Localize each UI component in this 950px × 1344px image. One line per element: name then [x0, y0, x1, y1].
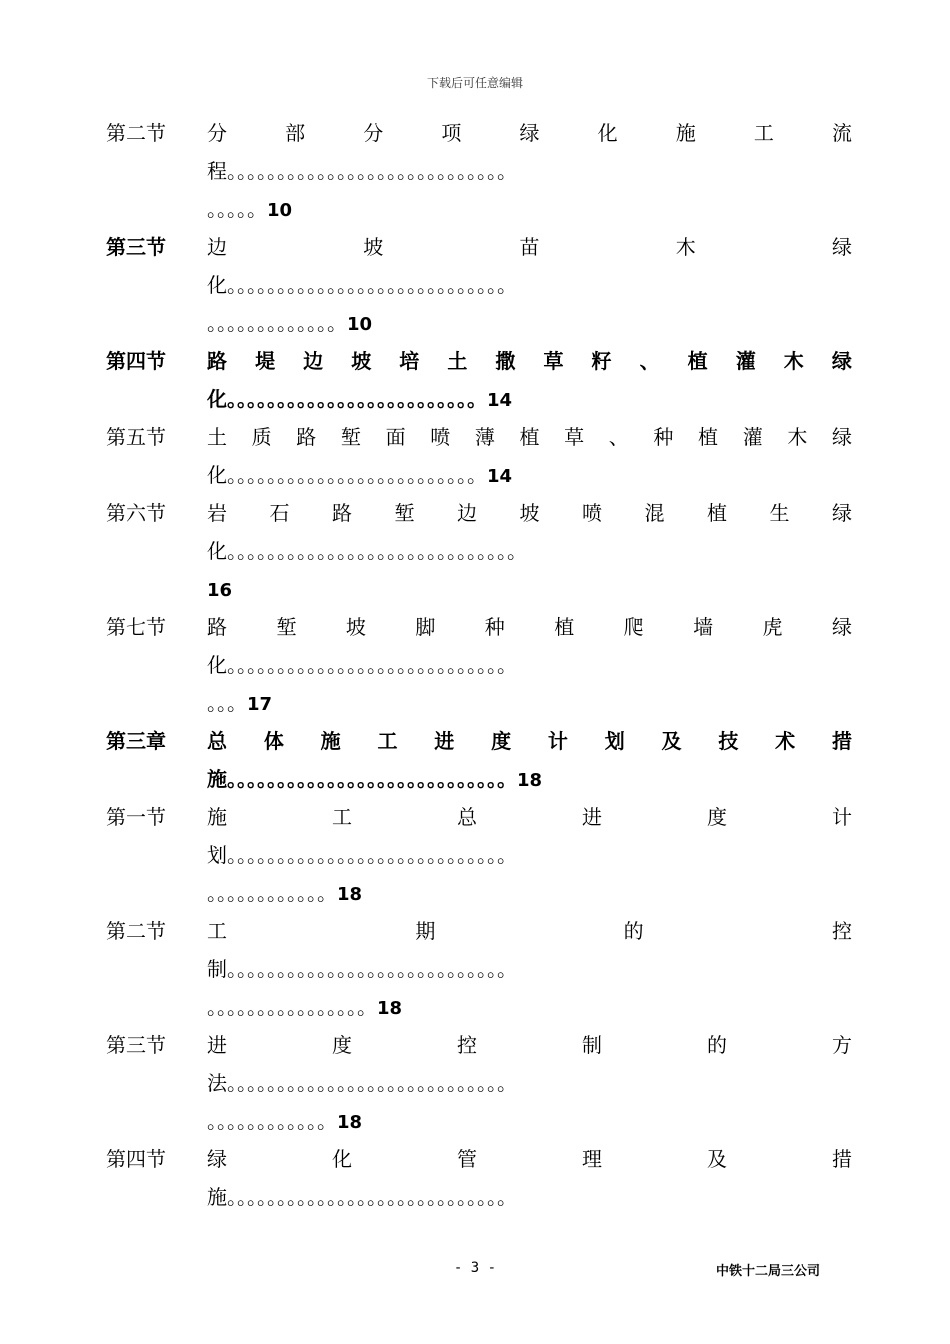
title-char: 灌	[735, 349, 756, 373]
title-char: 计	[832, 805, 852, 829]
toc-entry-label: 第二节	[106, 121, 166, 145]
title-char: 制	[582, 1033, 602, 1057]
toc-entry-content	[207, 722, 852, 798]
title-char: 工	[332, 805, 352, 829]
title-char: 工	[207, 919, 227, 943]
toc-entry-label: 第四节	[106, 349, 166, 373]
title-char: 岩	[207, 501, 227, 525]
toc-entry-leader: 化。。。。。。。。。。。。。。。。。。。。。。。。。。。。	[207, 273, 517, 297]
toc-entry-title	[207, 722, 852, 760]
toc-entry	[106, 114, 852, 228]
toc-entry-content	[207, 1140, 852, 1216]
title-char: 喷	[430, 425, 451, 449]
title-char: 控	[457, 1033, 477, 1057]
toc-entry-title	[207, 798, 852, 836]
toc-entry	[106, 342, 852, 418]
title-char: 项	[441, 121, 462, 145]
title-char: 施	[320, 729, 341, 753]
title-char: 流	[832, 121, 852, 145]
title-char: 堤	[255, 349, 276, 373]
toc-page-number: 17	[247, 694, 273, 715]
title-char: 堑	[340, 425, 361, 449]
toc-entry-label: 第六节	[106, 501, 166, 525]
title-char: 、	[639, 349, 660, 373]
title-char: 种	[653, 425, 674, 449]
title-char: 管	[457, 1147, 477, 1171]
toc-page-number: 18	[337, 1112, 363, 1133]
toc-entry	[106, 494, 852, 608]
toc-page-number: 16	[207, 580, 233, 601]
title-char: 理	[582, 1147, 602, 1171]
title-char: 土	[207, 425, 227, 449]
title-char: 喷	[582, 501, 602, 525]
title-char: 技	[718, 729, 739, 753]
title-char: 薄	[474, 425, 495, 449]
title-char: 及	[661, 729, 682, 753]
toc-entry-label: 第七节	[106, 615, 166, 639]
toc-entry-title	[207, 608, 852, 646]
title-char: 绿	[519, 121, 540, 145]
title-char: 期	[415, 919, 436, 943]
toc-page-number: 18	[337, 884, 363, 905]
title-char: 绿	[831, 349, 852, 373]
toc-entry-leader: 。。。。。。。。。。。。。。。。18	[207, 995, 403, 1019]
toc-entry-leader: 法。。。。。。。。。。。。。。。。。。。。。。。。。。。。	[207, 1071, 517, 1095]
title-char: 进	[434, 729, 455, 753]
toc-entry-title	[207, 1140, 852, 1178]
toc-entry-leader: 程。。。。。。。。。。。。。。。。。。。。。。。。。。。。	[207, 159, 517, 183]
title-char: 墙	[693, 615, 714, 639]
title-char: 脚	[415, 615, 436, 639]
toc-entry-leader: 制。。。。。。。。。。。。。。。。。。。。。。。。。。。。	[207, 957, 517, 981]
title-char: 混	[644, 501, 665, 525]
title-char: 工	[377, 729, 398, 753]
toc-entry-leader: 化。。。。。。。。。。。。。。。。。。。。。。。。。14	[207, 387, 513, 411]
toc-entry-label: 第二节	[106, 919, 166, 943]
toc-entry-label: 第四节	[106, 1147, 166, 1171]
toc-entry	[106, 1140, 852, 1216]
title-char: 坡	[363, 235, 384, 259]
toc-entry-content	[207, 228, 852, 342]
title-char: 草	[543, 349, 564, 373]
toc-entry-label: 第三章	[106, 729, 166, 753]
toc-entry-label: 第一节	[106, 805, 166, 829]
title-char: 草	[564, 425, 585, 449]
title-char: 木	[675, 235, 696, 259]
title-char: 面	[385, 425, 406, 449]
title-char: 分	[207, 121, 227, 145]
toc-entry-leader: 化。。。。。。。。。。。。。。。。。。。。。。。。。14	[207, 463, 513, 487]
toc-entry-leader: 施。。。。。。。。。。。。。。。。。。。。。。。。。。。。	[207, 1185, 517, 1209]
page-header: 下载后可任意编辑	[426, 76, 523, 90]
toc-entry-content	[207, 114, 852, 228]
toc-entry	[106, 228, 852, 342]
title-char: 植	[519, 425, 540, 449]
title-char: 总	[457, 805, 477, 829]
toc-entry-title	[207, 114, 852, 152]
toc-entry-content	[207, 1026, 852, 1140]
title-char: 绿	[832, 235, 852, 259]
toc-entry-label: 第三节	[106, 235, 166, 259]
title-char: 灌	[742, 425, 763, 449]
title-char: 施	[207, 805, 227, 829]
title-char: 分	[363, 121, 384, 145]
title-char: 方	[832, 1033, 852, 1057]
toc-entry-label: 第五节	[106, 425, 166, 449]
title-char: 绿	[831, 425, 852, 449]
title-char: 坡	[345, 615, 366, 639]
toc-entry	[106, 1026, 852, 1140]
title-char: 堑	[276, 615, 297, 639]
toc-entry	[106, 722, 852, 798]
title-char: 边	[207, 235, 227, 259]
title-char: 边	[457, 501, 477, 525]
toc-entry-title	[207, 342, 852, 380]
title-char: 度	[707, 805, 727, 829]
toc-page-number: 18	[377, 998, 403, 1019]
toc-entry-content	[207, 608, 852, 722]
title-char: 及	[707, 1147, 727, 1171]
title-char: 进	[207, 1033, 227, 1057]
title-char: 木	[787, 425, 808, 449]
title-char: 路	[207, 349, 227, 373]
title-char: 控	[831, 919, 852, 943]
title-char: 工	[753, 121, 774, 145]
company-name: 中铁十二局三公司	[716, 1264, 821, 1279]
title-char: 施	[675, 121, 696, 145]
title-char: 生	[769, 501, 790, 525]
title-char: 种	[484, 615, 505, 639]
title-char: 堑	[394, 501, 415, 525]
title-char: 撒	[495, 349, 516, 373]
title-char: 爬	[623, 615, 644, 639]
title-char: 植	[707, 501, 727, 525]
toc-entry-title	[207, 1026, 852, 1064]
title-char: 部	[285, 121, 306, 145]
title-char: 籽	[591, 349, 612, 373]
toc-entry-content	[207, 798, 852, 912]
title-char: 植	[554, 615, 575, 639]
title-char: 质	[251, 425, 272, 449]
toc-entry-leader: 化。。。。。。。。。。。。。。。。。。。。。。。。。。。。。	[207, 539, 527, 563]
title-char: 石	[269, 501, 290, 525]
title-char: 术	[775, 729, 796, 753]
toc-entry-title	[207, 912, 852, 950]
toc-entry	[106, 608, 852, 722]
title-char: 绿	[832, 501, 852, 525]
title-char: 绿	[207, 1147, 227, 1171]
title-char: 体	[263, 729, 284, 753]
title-char: 绿	[831, 615, 852, 639]
title-char: 化	[597, 121, 618, 145]
title-char: 措	[831, 729, 852, 753]
title-char: 路	[296, 425, 317, 449]
title-char: 化	[332, 1147, 352, 1171]
toc-entry-leader: 。。。。。10	[207, 197, 293, 221]
title-char: 度	[332, 1033, 352, 1057]
toc-entry-leader: 。。。。。。。。。。。。。10	[207, 311, 373, 335]
title-char: 植	[698, 425, 719, 449]
page-number: - 3 -	[453, 1260, 497, 1276]
toc-entry-label: 第三节	[106, 1033, 166, 1057]
title-char: 苗	[519, 235, 540, 259]
toc-entry-content	[207, 912, 852, 1026]
title-char: 植	[687, 349, 708, 373]
title-char: 的	[623, 919, 644, 943]
title-char: 土	[447, 349, 468, 373]
toc-entry-title	[207, 418, 852, 456]
title-char: 边	[303, 349, 324, 373]
title-char: 度	[491, 729, 512, 753]
toc-entry-leader: 。。。17	[207, 691, 273, 715]
title-char: 、	[608, 425, 629, 449]
toc-entry-leader: 施。。。。。。。。。。。。。。。。。。。。。。。。。。。。18	[207, 767, 543, 791]
toc-entry	[106, 798, 852, 912]
toc-entry-title	[207, 494, 852, 532]
toc-entry-content	[207, 494, 852, 608]
title-char: 培	[399, 349, 420, 373]
title-char: 计	[547, 729, 568, 753]
toc-page-number: 10	[347, 314, 373, 335]
toc-entry-leader: 。。。。。。。。。。。。18	[207, 1109, 363, 1133]
title-char: 划	[604, 729, 625, 753]
table-of-contents	[106, 114, 852, 1216]
title-char: 路	[332, 501, 352, 525]
toc-page-number: 14	[487, 466, 513, 487]
toc-page-number: 10	[267, 200, 293, 221]
title-char: 措	[832, 1147, 852, 1171]
toc-entry-content	[207, 418, 852, 494]
title-char: 坡	[351, 349, 372, 373]
toc-entry-leader: 。。。。。。。。。。。。18	[207, 881, 363, 905]
toc-page-number: 14	[487, 390, 513, 411]
title-char: 木	[783, 349, 804, 373]
title-char: 坡	[519, 501, 540, 525]
title-char: 虎	[762, 615, 783, 639]
toc-page-number: 18	[517, 770, 543, 791]
title-char: 总	[207, 729, 227, 753]
toc-entry	[106, 912, 852, 1026]
toc-entry-leader: 化。。。。。。。。。。。。。。。。。。。。。。。。。。。。	[207, 653, 517, 677]
title-char: 的	[707, 1033, 727, 1057]
toc-entry-leader: 划。。。。。。。。。。。。。。。。。。。。。。。。。。。。	[207, 843, 517, 867]
toc-entry-title	[207, 228, 852, 266]
toc-entry-content	[207, 342, 852, 418]
title-char: 路	[207, 615, 227, 639]
toc-entry	[106, 418, 852, 494]
title-char: 进	[582, 805, 602, 829]
